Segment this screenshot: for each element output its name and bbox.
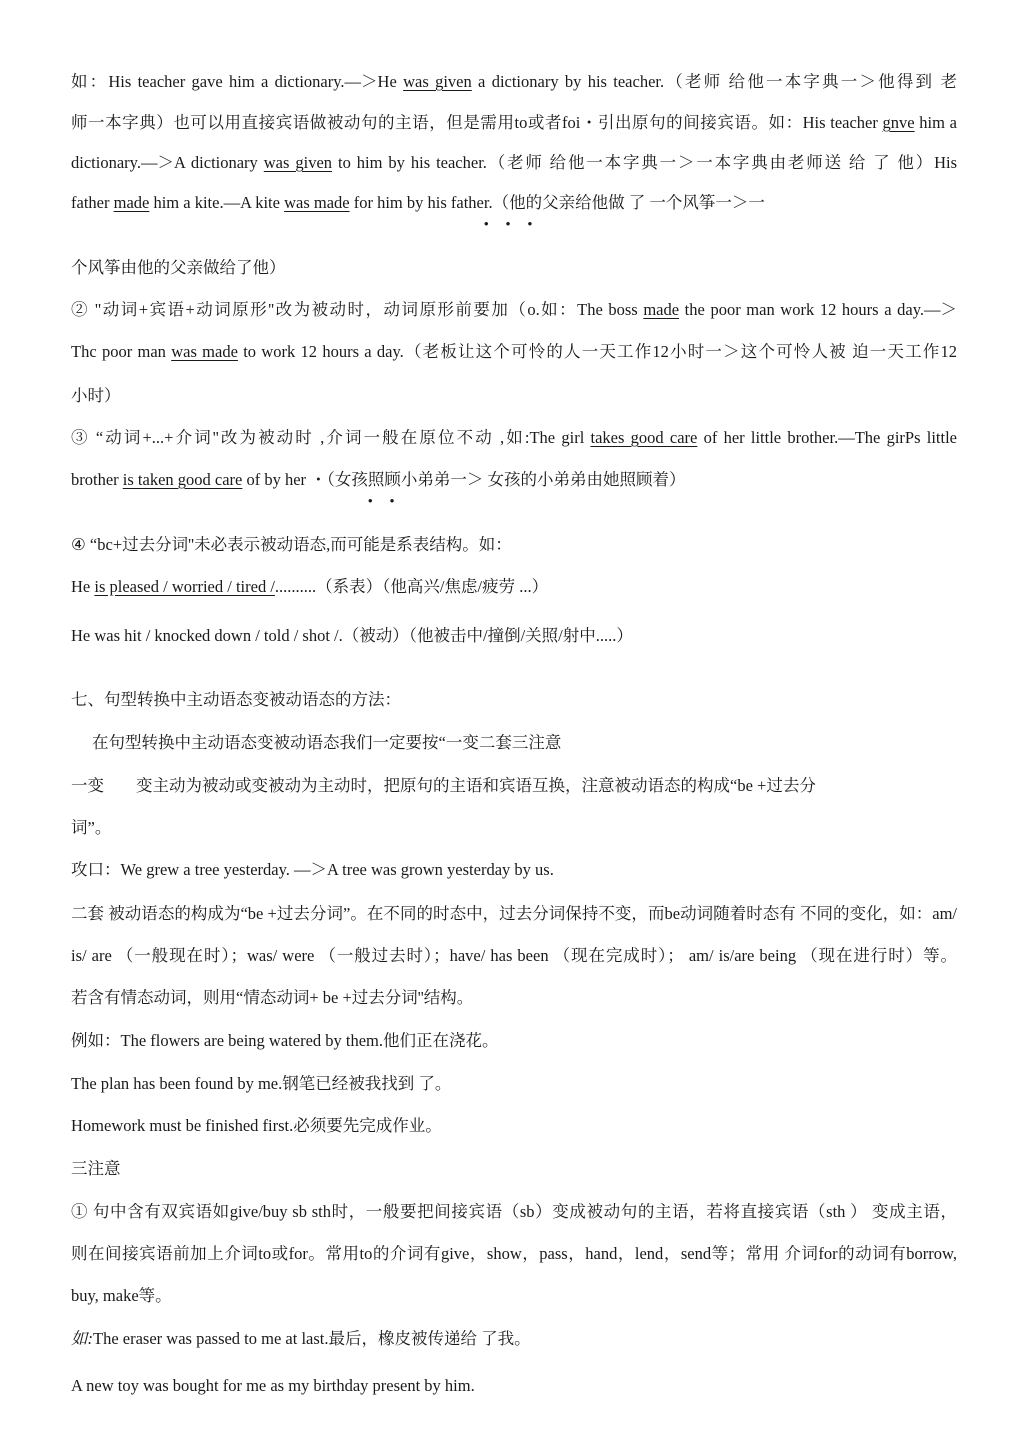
text-line: ① 句中含有双宾语如give/buy sb sth时，一般要把间接宾语（sb）变成被动句的主语，若将直接宾语（sth ） 变成主语， (71, 1202, 957, 1221)
text-line: ② "动词+宾语+动词原形''改为被动时，动词原形前要加（o.如：The boss made the poor man work 12 hours a day.—＞ (71, 300, 957, 319)
text-line: brother is taken good care of by her ・（女孩照顾小弟弟一＞ 女孩的小弟弟由她照顾着） (71, 470, 686, 489)
text-line: 例如：The flowers are being watered by them.他们正在浇花。 (71, 1031, 499, 1050)
text-line: 在句型转换中主动语态变被动语态我们一定要按“一变二套三注意 (92, 733, 562, 752)
text-line: He is pleased / worried / tired /..........（系表）（他高兴/焦虑/疲劳 ...） (71, 577, 549, 596)
text-line: 小时） (71, 386, 121, 405)
underlined-phrase: is pleased / worried / tired / (94, 577, 275, 596)
text-line: 如:The eraser was passed to me at last.最后，橡皮被传递给 了我。 (71, 1329, 531, 1348)
text-line: Homework must be finished first.必须要先完成作业。 (71, 1116, 442, 1135)
text-line: 则在间接宾语前加上介词to或for。常用to的介词有give，show，pass，hand，lend，send等；常用 介词for的动词有borrow, (71, 1244, 957, 1263)
text-line: 二套 被动语态的构成为“be +过去分词”。在不同的时态中，过去分词保持不变，而be动词随着时态有 不同的变化，如：am/ (71, 904, 957, 923)
text-line: ③ “动词+...+介词''改为被动时 ,介词一般在原位不动 ,如:The girl takes good care of her little brother.—The girPs little (71, 428, 957, 447)
section-heading: 三注意 (71, 1159, 121, 1178)
section-heading: 七、句型转换中主动语态变被动语态的方法： (71, 690, 401, 709)
text-line: 一变 变主动为被动或变被动为主动时，把原句的主语和宾语互换，注意被动语态的构成“be +过去分 (71, 776, 816, 795)
underlined-phrase: was given (263, 153, 333, 172)
underlined-phrase: is taken good care (122, 470, 243, 489)
emphasis-dots: • • (368, 493, 395, 508)
text-line: dictionary.—＞A dictionary was given to him by his teacher.（老师 给他一本字典一＞一本字典由老师送 给 了 他）His (71, 153, 957, 172)
underlined-phrase: was made (171, 342, 238, 361)
underlined-phrase: was made (284, 193, 350, 212)
underlined-phrase: made (113, 193, 150, 212)
underlined-phrase: made (643, 300, 680, 319)
text-line: The plan has been found by me.钢笔已经被我找到 了。 (71, 1074, 452, 1093)
text-line: 词”。 (71, 818, 112, 837)
text-line: is/ are （一般现在时）；was/ were （一般过去时）；have/ has been （现在完成时）； am/ is/are being （现在进行时）等。 (71, 946, 957, 965)
text-line: 若含有情态动词，则用“情态动词+ be +过去分词''结构。 (71, 988, 474, 1007)
text-line: 攻口：We grew a tree yesterday. —＞A tree was grown yesterday by us. (71, 860, 554, 879)
underlined-phrase: gnve (882, 113, 915, 132)
text-line: father made him a kite.—A kite was made for him by his father.（他的父亲给他做 了 一个风筝一＞一 (71, 193, 765, 212)
text-line: 个风筝由他的父亲做给了他） (71, 258, 286, 277)
underlined-phrase: takes good care (590, 428, 698, 447)
text-line: 师一本字典）也可以用直接宾语做被动句的主语，但是需用to或者foi・引出原句的间接宾语。如：His teacher gnve him a (71, 113, 957, 132)
text-line: 如：His teacher gave him a dictionary.—＞He was given a dictionary by his teacher.（老师 给他一本字典一＞他得到 老 (71, 72, 958, 91)
text-line: buy, make等。 (71, 1286, 172, 1305)
text-line: A new toy was bought for me as my birthday present by him. (71, 1376, 475, 1395)
text-line: Thc poor man was made to work 12 hours a day.（老板让这个可怜的人一天工作12小时一＞这个可怜人被 迫一天工作12 (71, 342, 957, 361)
emphasis-dots: • • • (484, 216, 533, 231)
text-line: ④ “bc+过去分词''未必表示被动语态,而可能是系表结构。如： (71, 535, 512, 554)
text-line: He was hit / knocked down / told / shot /.（被动）（他被击中/撞倒/关照/射中.....） (71, 626, 633, 645)
underlined-phrase: was given (403, 72, 472, 91)
